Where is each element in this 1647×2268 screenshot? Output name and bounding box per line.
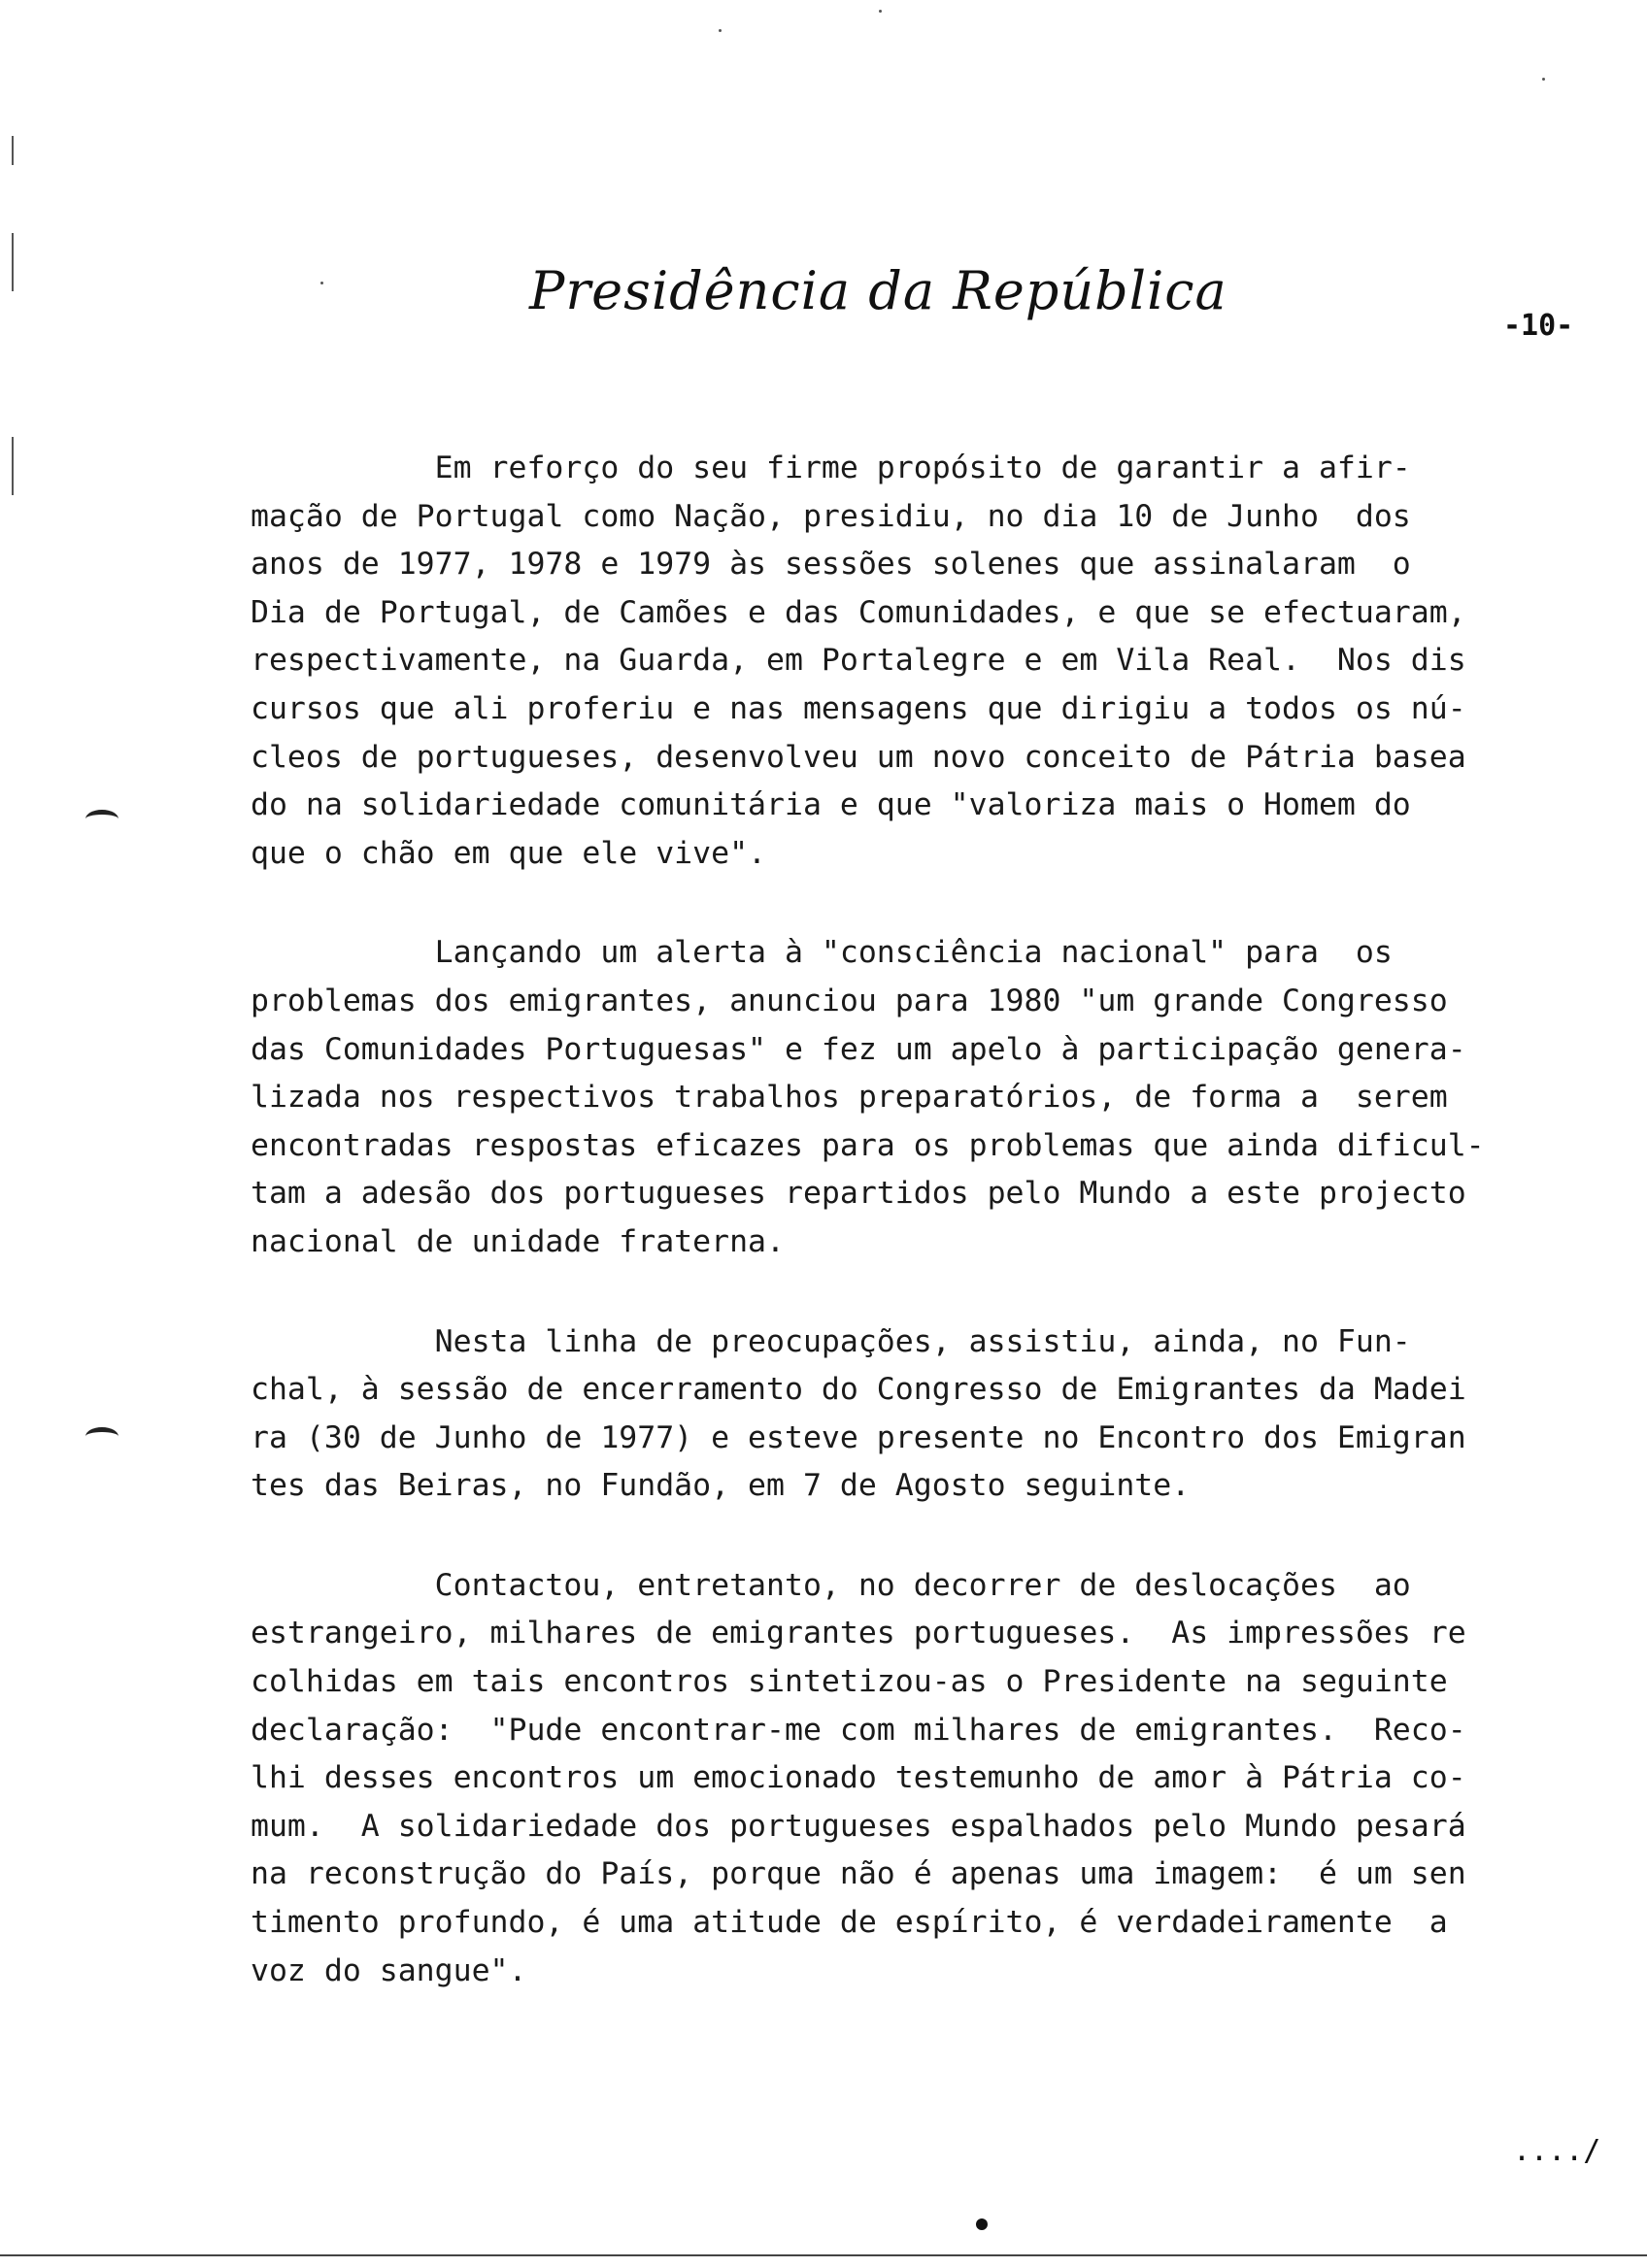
text-line: estrangeiro, milhares de emigrantes portugueses. As impressões re: [251, 1616, 1466, 1651]
text-line: tam a adesão dos portugueses repartidos pelo Mundo a este projecto: [251, 1176, 1466, 1212]
body-text: [251, 445, 1620, 2047]
text-line: das Comunidades Portuguesas" e fez um apelo à participação genera-: [251, 1031, 1466, 1067]
text-line: mação de Portugal como Nação, presidiu, no dia 10 de Junho dos: [251, 498, 1411, 534]
text-line: mum. A solidariedade dos portugueses espalhados pelo Mundo pesará: [251, 1808, 1466, 1844]
text-line: Contactou, entretanto, no decorrer de deslocações ao: [251, 1567, 1411, 1603]
scan-bottom-edge: [0, 2254, 1647, 2256]
text-line: do na solidariedade comunitária e que "valoriza mais o Homem do: [251, 787, 1411, 823]
text-line: Em reforço do seu firme propósito de garantir a afir-: [251, 450, 1411, 485]
text-line: respectivamente, na Guarda, em Portalegre e em Vila Real. Nos dis: [251, 643, 1466, 679]
letterhead: Presidência da República: [529, 260, 1227, 321]
paragraph-4: [251, 1562, 1620, 1995]
text-line: timento profundo, é uma atitude de espírito, é verdadeiramente a: [251, 1905, 1448, 1941]
text-line: Nesta linha de preocupações, assistiu, ainda, no Fun-: [251, 1323, 1411, 1359]
scan-speck: [1542, 78, 1545, 81]
text-line: Dia de Portugal, de Camões e das Comunidades, e que se efectuaram,: [251, 594, 1466, 630]
scan-speck: [719, 29, 722, 32]
text-line: lizada nos respectivos trabalhos preparatórios, de forma a serem: [251, 1080, 1448, 1116]
text-line: problemas dos emigrantes, anunciou para 1980 "um grande Congresso: [251, 983, 1448, 1018]
paragraph-1: [251, 445, 1620, 878]
scan-speck: [320, 282, 323, 284]
text-line: nacional de unidade fraterna.: [251, 1223, 785, 1259]
text-line: cursos que ali proferiu e nas mensagens que dirigiu a todos os nú-: [251, 690, 1466, 726]
ink-dot: [976, 2218, 988, 2230]
paragraph-3: [251, 1318, 1620, 1511]
text-line: declaração: "Pude encontrar-me com milhares de emigrantes. Reco-: [251, 1712, 1466, 1748]
scan-edge-mark: [12, 136, 14, 165]
binder-hole-mark: [85, 810, 118, 828]
text-line: encontradas respostas eficazes para os problemas que ainda dificul-: [251, 1127, 1485, 1163]
text-line: anos de 1977, 1978 e 1979 às sessões solenes que assinalaram o: [251, 547, 1411, 583]
scan-edge-mark: [12, 233, 14, 291]
page-number: -10-: [1503, 309, 1574, 343]
binder-hole-mark: [85, 1427, 118, 1446]
scan-speck: [879, 10, 882, 13]
text-line: que o chão em que ele vive".: [251, 835, 767, 871]
text-line: lhi desses encontros um emocionado testemunho de amor à Pátria co-: [251, 1760, 1466, 1796]
text-line: colhidas em tais encontros sintetizou-as o Presidente na seguinte: [251, 1664, 1448, 1700]
text-line: Lançando um alerta à "consciência nacional" para os: [251, 935, 1393, 971]
text-line: chal, à sessão de encerramento do Congresso de Emigrantes da Madei: [251, 1372, 1466, 1408]
text-line: cleos de portugueses, desenvolveu um novo conceito de Pátria basea: [251, 739, 1466, 775]
text-line: ra (30 de Junho de 1977) e esteve presente no Encontro dos Emigran: [251, 1419, 1466, 1455]
text-line: tes das Beiras, no Fundão, em 7 de Agosto seguinte.: [251, 1468, 1191, 1504]
paragraph-2: [251, 929, 1620, 1266]
text-line: na reconstrução do País, porque não é apenas uma imagem: é um sen: [251, 1856, 1466, 1892]
scan-edge-mark: [12, 437, 14, 495]
continuation-mark: ..../: [1513, 2134, 1601, 2168]
text-line: voz do sangue".: [251, 1952, 527, 1988]
